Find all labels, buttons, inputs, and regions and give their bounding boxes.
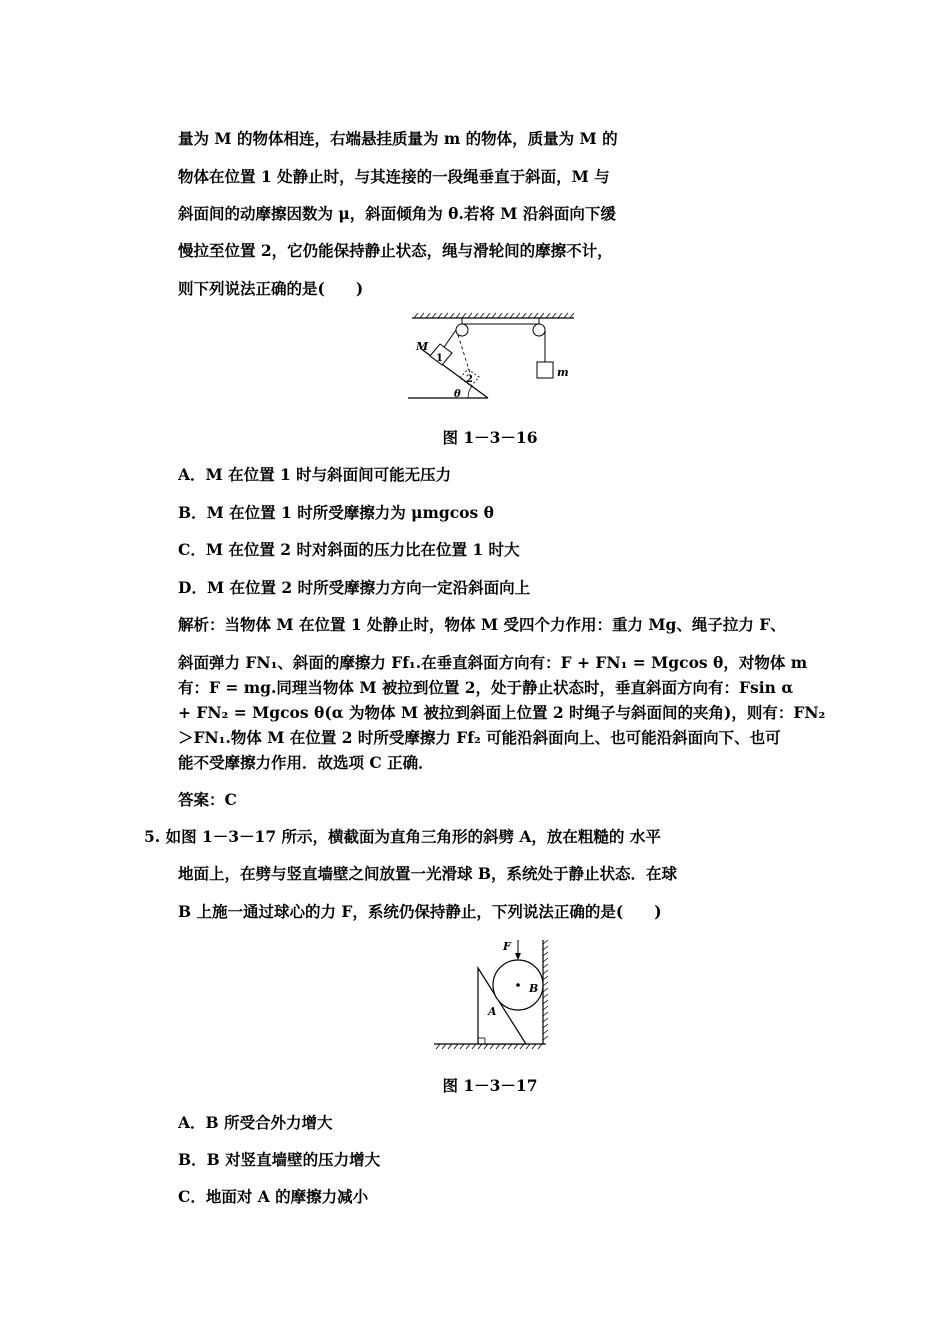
- wedge-ball-figure: [430, 936, 554, 1052]
- option-b: B．M 在位置 1 时所受摩擦力为 μmgcos θ: [178, 503, 494, 522]
- analysis-line-1: 解析：当物体 M 在位置 1 处静止时，物体 M 受四个力作用：重力 Mg、绳子拉力 F、: [178, 615, 786, 634]
- option-d: D．M 在位置 2 时所受摩擦力方向一定沿斜面向上: [178, 578, 531, 597]
- label-F: F: [503, 940, 511, 953]
- analysis-line-6: 能不受摩擦力作用．故选项 C 正确．: [178, 753, 434, 772]
- label-1: 1: [436, 353, 443, 364]
- analysis-line-2: 斜面弹力 FN₁、斜面的摩擦力 Ff₁.在垂直斜面方向有：F + FN₁ = Mgcos θ，对物体 m: [178, 653, 808, 672]
- label-theta: θ: [454, 389, 461, 400]
- figure1-caption: 图 1－3－16: [442, 428, 538, 447]
- analysis-line-4: + FN₂ = Mgcos θ(α 为物体 M 被拉到斜面上位置 2 时绳子与斜面间的夹角)，则有：FN₂: [178, 703, 826, 722]
- figure2-caption: 图 1－3－17: [442, 1076, 538, 1095]
- label-2: 2: [466, 374, 473, 385]
- answer-line: 答案：C: [178, 790, 237, 809]
- option-c: C．M 在位置 2 时对斜面的压力比在位置 1 时大: [178, 540, 520, 559]
- q5-option-c: C．地面对 A 的摩擦力减小: [178, 1187, 369, 1206]
- question5-line-2: 地面上，在劈与竖直墙壁之间放置一光滑球 B，系统处于静止状态．在球: [178, 864, 677, 883]
- question5-line-1: 5. 如图 1－3－17 所示，横截面为直角三角形的斜劈 A，放在粗糙的 水平: [144, 827, 661, 846]
- q5-option-a: A．B 所受合外力增大: [178, 1113, 333, 1132]
- pulley-incline-figure: [400, 308, 580, 404]
- intro-line-3: 斜面间的动摩擦因数为 μ，斜面倾角为 θ.若将 M 沿斜面向下缓: [178, 204, 616, 223]
- q5-option-b: B．B 对竖直墙壁的压力增大: [178, 1150, 381, 1169]
- intro-line-1: 量为 M 的物体相连，右端悬挂质量为 m 的物体，质量为 M 的: [178, 129, 618, 148]
- label-A: A: [488, 1005, 497, 1018]
- intro-line-5: 则下列说法正确的是( ): [178, 279, 364, 298]
- analysis-line-5: ＞FN₁.物体 M 在位置 2 时所受摩擦力 Ff₂ 可能沿斜面向上、也可能沿斜面向下、也可: [178, 728, 781, 747]
- label-M: M: [416, 340, 429, 353]
- label-B: B: [529, 982, 539, 995]
- analysis-line-3: 有：F = mg.同理当物体 M 被拉到位置 2，处于静止状态时，垂直斜面方向有：Fsin α: [178, 678, 794, 697]
- intro-line-2: 物体在位置 1 处静止时，与其连接的一段绳垂直于斜面，M 与: [178, 167, 610, 186]
- label-m: m: [557, 366, 569, 379]
- intro-line-4: 慢拉至位置 2，它仍能保持静止状态，绳与滑轮间的摩擦不计，: [178, 241, 613, 260]
- question5-line-3: B 上施一通过球心的力 F，系统仍保持静止，下列说法正确的是( ): [178, 902, 662, 921]
- option-a: A．M 在位置 1 时与斜面间可能无压力: [178, 465, 452, 484]
